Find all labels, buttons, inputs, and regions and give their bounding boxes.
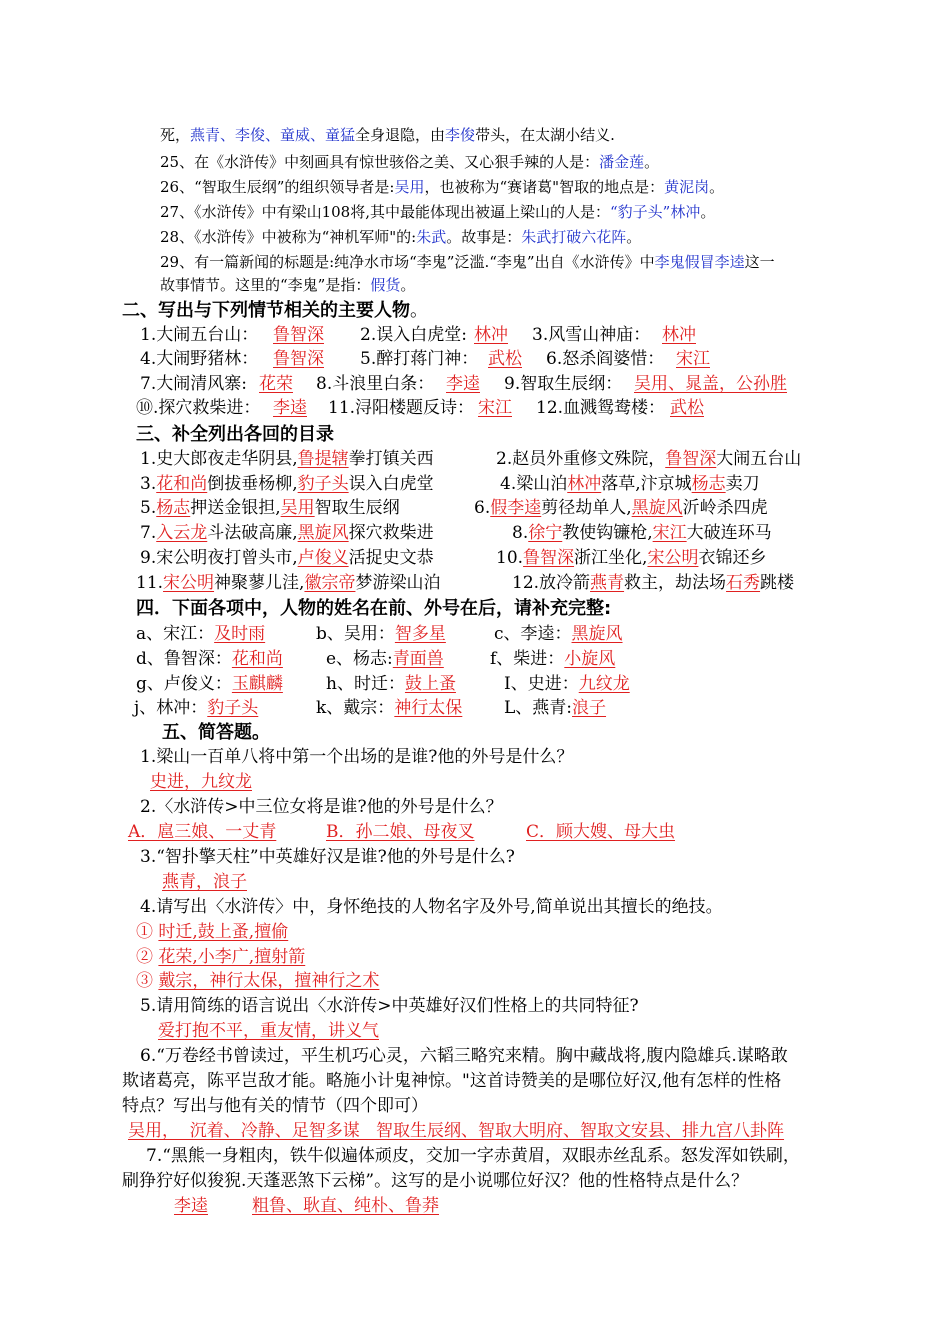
sec5-answer-4-3: ③ 戴宗，神行太保，擅神行之术 — [136, 971, 380, 991]
sec5-question-3: 3.“智扑擎天柱”中英雄好汉是谁?他的外号是什么? — [140, 847, 515, 867]
section-2-title: 二、写出与下列情节相关的主要人物。 — [122, 300, 428, 321]
sec5-question-7-line-2: 刷狰狞好似狻猊.天蓬恶煞下云梯”。这写的是小说哪位好汉？他的性格特点是什么？ — [122, 1171, 749, 1191]
line-q24-cont: 死，燕青、李俊、童威、童猛全身退隐，由李俊带头，在太湖小结义. — [160, 126, 615, 144]
question-27: 27、《水浒传》中有梁山108将,其中最能体现出被逼上梁山的人是：“豹子头”林冲。 — [160, 203, 716, 221]
sec5-question-1: 1.梁山一百单八将中第一个出场的是谁?他的外号是什么？ — [140, 747, 574, 767]
sec5-answer-3: 燕青，浪子 — [162, 872, 247, 892]
sec5-question-2: 2.〈水浒传>中三位女将是谁?他的外号是什么？ — [140, 797, 503, 817]
sec5-answer-6: 吴用， 沉着、冷静、足智多谋 智取生辰纲、智取大明府、智取文安县、排九宫八卦阵 — [128, 1121, 785, 1141]
section-4-title: 四．下面各项中，人物的姓名在前、外号在后，请补充完整: — [136, 598, 612, 619]
sec5-question-6-line-3: 特点？写出与他有关的情节（四个即可） — [122, 1096, 428, 1116]
question-26: 26、“智取生辰纲”的组织领导者是:吴用，也被称为“赛诸葛"智取的地点是：黄泥岗。 — [160, 178, 725, 196]
question-25: 25、在《水浒传》中刻画具有惊世骇俗之美、又心狠手辣的人是：潘金莲。 — [160, 153, 660, 171]
section-3-title: 三、补全列出各回的目录 — [136, 424, 334, 445]
question-28: 28、《水浒传》中被称为“神机军师"的:朱武。故事是：朱武打破六花阵。 — [160, 228, 642, 246]
sec5-question-5: 5.请用简练的语言说出〈水浒传>中英雄好汉们性格上的共同特征? — [140, 996, 639, 1016]
sec5-answer-1: 史进，九纹龙 — [150, 772, 252, 792]
section-5-title: 五、简答题。 — [162, 722, 270, 743]
sec5-answer-5: 爱打抱不平，重友情，讲义气 — [158, 1021, 379, 1041]
sec5-answer-4-2: ② 花荣,小李广,擅射箭 — [136, 947, 306, 967]
sec5-question-6-line-1: 6.“万卷经书曾读过，平生机巧心灵，六韬三略究来精。胸中藏战将,腹内隐雄兵.谋略敢 — [140, 1046, 788, 1066]
sec5-question-6-line-2: 欺诸葛亮，陈平岂敌才能。略施小计鬼神惊。"这首诗赞美的是哪位好汉,他有怎样的性格 — [122, 1071, 782, 1091]
sec5-question-4: 4.请写出〈水浒传〉中，身怀绝技的人物名字及外号,简单说出其擅长的绝技。 — [140, 897, 723, 917]
sec5-answer-4-1: ① 时迁,鼓上蚤,擅偷 — [136, 922, 289, 942]
question-29: 29、有一篇新闻的标题是:纯净水市场“李鬼”泛滥.“李鬼”出自《水浒传》中李鬼假冒李逵这一 — [160, 253, 775, 271]
sec5-question-7-line-1: 7.“黑熊一身粗肉，铁牛似遍体顽皮，交加一字赤黄眉，双眼赤丝乱系。怒发浑如铁刷， — [146, 1146, 800, 1166]
question-29-cont: 故事情节。这里的“李鬼”是指：假货。 — [160, 276, 416, 294]
